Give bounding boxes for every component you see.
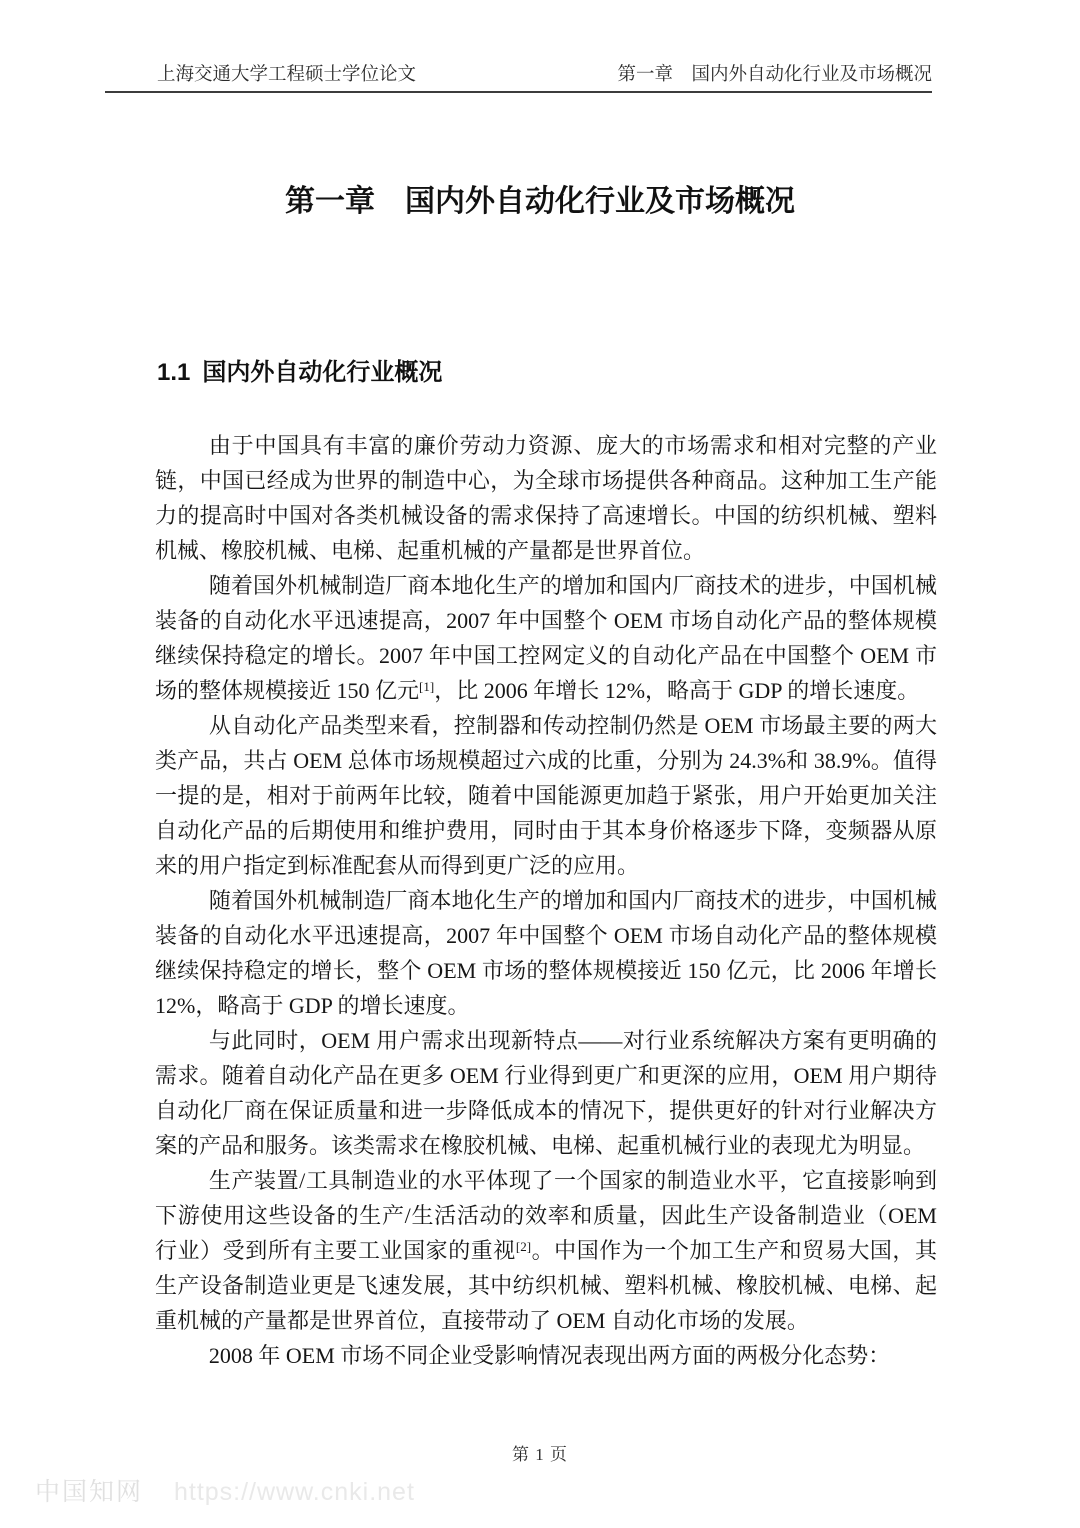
- paragraph: [155, 1163, 937, 1338]
- section-title: 国内外自动化行业概况: [202, 359, 443, 386]
- paragraph: [155, 1338, 937, 1373]
- text-run: 生产装置/工具制造业的水平体现了一个国家的制造业水平，它直接影响到下游使用这些设备的生产/生活活动的效率和质量，因此生产设备制造业（OEM 行业）受到所有主要工业国家的重视: [155, 1168, 937, 1263]
- text-run: ，比 2006 年增长 12%，略高于 GDP 的增长速度。: [434, 678, 920, 703]
- section-heading: [157, 352, 442, 387]
- text-run: 由于中国具有丰富的廉价劳动力资源、庞大的市场需求和相对完整的产业链，中国已经成为世界的制造中心，为全球市场提供各种商品。这种加工生产能力的提高时中国对各类机械设备的需求保持了高速增长。中国的纺织机械、塑料机械、橡胶机械、电梯、起重机械的产量都是世界首位。: [155, 433, 937, 563]
- text-run: 2008 年 OEM 市场不同企业受影响情况表现出两方面的两极分化态势：: [208, 1343, 891, 1368]
- footnote-ref: [1]: [419, 679, 435, 694]
- text-run: 。中国作为一个加工生产和贸易大国，其生产设备制造业更是飞速发展，其中纺织机械、塑料机械、橡胶机械、电梯、起重机械的产量都是世界首位，直接带动了 OEM 自动化市场的发展。: [155, 1238, 937, 1333]
- body-paragraphs: [155, 428, 937, 1373]
- paragraph: [155, 708, 937, 883]
- footnote-ref: [2]: [515, 1239, 532, 1254]
- chapter-title: 第一章 国内外自动化行业及市场概况: [285, 185, 795, 218]
- cnki-brand: 中国知网: [35, 1478, 144, 1506]
- text-run: 与此同时，OEM 用户需求出现新特点——对行业系统解决方案有更明确的需求。随着自动化产品在更多 OEM 行业得到更广和更深的应用，OEM 用户期待自动化厂商在保证质量和进一步降低成本的情况下，提供更好的针对行业解决方案的产品和服务。该类需求在橡胶机械、电梯、起重机械行业的表现尤为明显。: [155, 1028, 937, 1158]
- text-run: 从自动化产品类型来看，控制器和传动控制仍然是 OEM 市场最主要的两大类产品，共占 OEM 总体市场规模超过六成的比重，分别为 24.3%和 38.9%。值得一提的是，相对于前两年比较，随着中国能源更加趋于紧张，用户开始更加关注自动化产品的后期使用和维护费用，同时由于其本身价格逐步下降，变频器从原来的用户指定到标准配套从而得到更广泛的应用。: [155, 713, 937, 878]
- text-run: 随着国外机械制造厂商本地化生产的增加和国内厂商技术的进步，中国机械装备的自动化水平迅速提高，2007 年中国整个 OEM 市场自动化产品的整体规模继续保持稳定的增长，整个 OEM 市场的整体规模接近 150 亿元，比 2006 年增长 12%，略高于 GDP 的增长速度。: [155, 888, 937, 1018]
- page-number: 第 1 页: [512, 1445, 568, 1464]
- running-header: [157, 60, 932, 86]
- header-divider: [105, 91, 932, 93]
- running-header-right: 第一章 国内外自动化行业及市场概况: [617, 65, 932, 85]
- cnki-watermark: [35, 1472, 415, 1508]
- paragraph: [155, 568, 937, 708]
- paragraph: [155, 1023, 937, 1163]
- text-run: 随着国外机械制造厂商本地化生产的增加和国内厂商技术的进步，中国机械装备的自动化水平迅速提高，2007 年中国整个 OEM 市场自动化产品的整体规模继续保持稳定的增长。2007 年中国工控网定义的自动化产品在中国整个 OEM 市场的整体规模接近 150 亿元: [155, 573, 937, 703]
- paragraph: [155, 428, 937, 568]
- section-number: 1.1: [157, 359, 191, 386]
- paragraph: [155, 883, 937, 1023]
- running-header-left: 上海交通大学工程硕士学位论文: [157, 65, 417, 85]
- cnki-url: https://www.cnki.net: [173, 1478, 415, 1506]
